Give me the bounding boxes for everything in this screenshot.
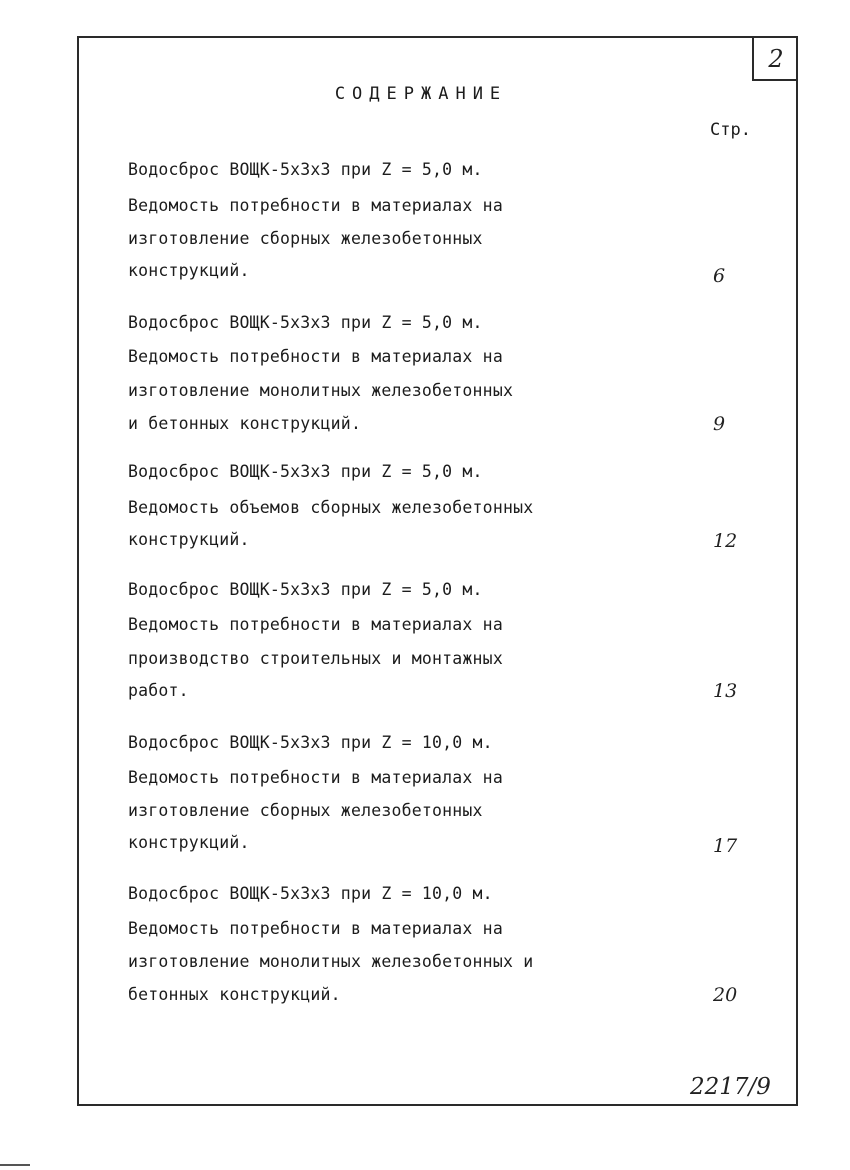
scan-edge-mark — [0, 1164, 30, 1166]
title-text: СОДЕРЖАНИЕ — [334, 84, 508, 104]
toc-line: изготовление монолитных железобетонных и — [128, 952, 534, 971]
page-column-header: Стр. — [710, 120, 751, 140]
toc-page-number: 12 — [713, 530, 738, 552]
document-code: 2217/9 — [690, 1074, 771, 1100]
toc-line: Ведомость потребности в материалах на — [128, 347, 503, 366]
toc-line: Водосброс ВОЩК-5х3х3 при Z = 5,0 м. — [128, 462, 483, 481]
toc-line: конструкций. — [128, 833, 250, 852]
toc-line: Водосброс ВОЩК-5х3х3 при Z = 10,0 м. — [128, 733, 493, 752]
toc-page-number: 17 — [713, 835, 738, 857]
toc-line: и бетонных конструкций. — [128, 414, 362, 433]
toc-page-number: 20 — [713, 984, 738, 1006]
toc-line: Ведомость потребности в материалах на — [128, 919, 503, 938]
toc-line: конструкций. — [128, 261, 250, 280]
toc-line: Ведомость потребности в материалах на — [128, 768, 503, 787]
toc-page-number: 6 — [713, 265, 726, 287]
toc-line: бетонных конструкций. — [128, 985, 341, 1004]
toc-line: Водосброс ВОЩК-5х3х3 при Z = 5,0 м. — [128, 160, 483, 179]
toc-line: изготовление монолитных железобетонных — [128, 381, 514, 400]
toc-line: Водосброс ВОЩК-5х3х3 при Z = 5,0 м. — [128, 313, 483, 332]
toc-line: изготовление сборных железобетонных — [128, 801, 483, 820]
toc-line: Водосброс ВОЩК-5х3х3 при Z = 10,0 м. — [128, 884, 493, 903]
toc-line: Ведомость потребности в материалах на — [128, 615, 503, 634]
toc-line: конструкций. — [128, 530, 250, 549]
toc-line: изготовление сборных железобетонных — [128, 229, 483, 248]
toc-line: работ. — [128, 681, 189, 700]
toc-line: Водосброс ВОЩК-5х3х3 при Z = 5,0 м. — [128, 580, 483, 599]
page-number: 2 — [752, 38, 798, 81]
toc-page-number: 9 — [713, 413, 726, 435]
toc-line: Ведомость потребности в материалах на — [128, 196, 503, 215]
toc-line: производство строительных и монтажных — [128, 649, 503, 668]
toc-page-number: 13 — [713, 680, 738, 702]
page-title — [0, 84, 850, 104]
toc-line: Ведомость объемов сборных железобетонных — [128, 498, 534, 517]
